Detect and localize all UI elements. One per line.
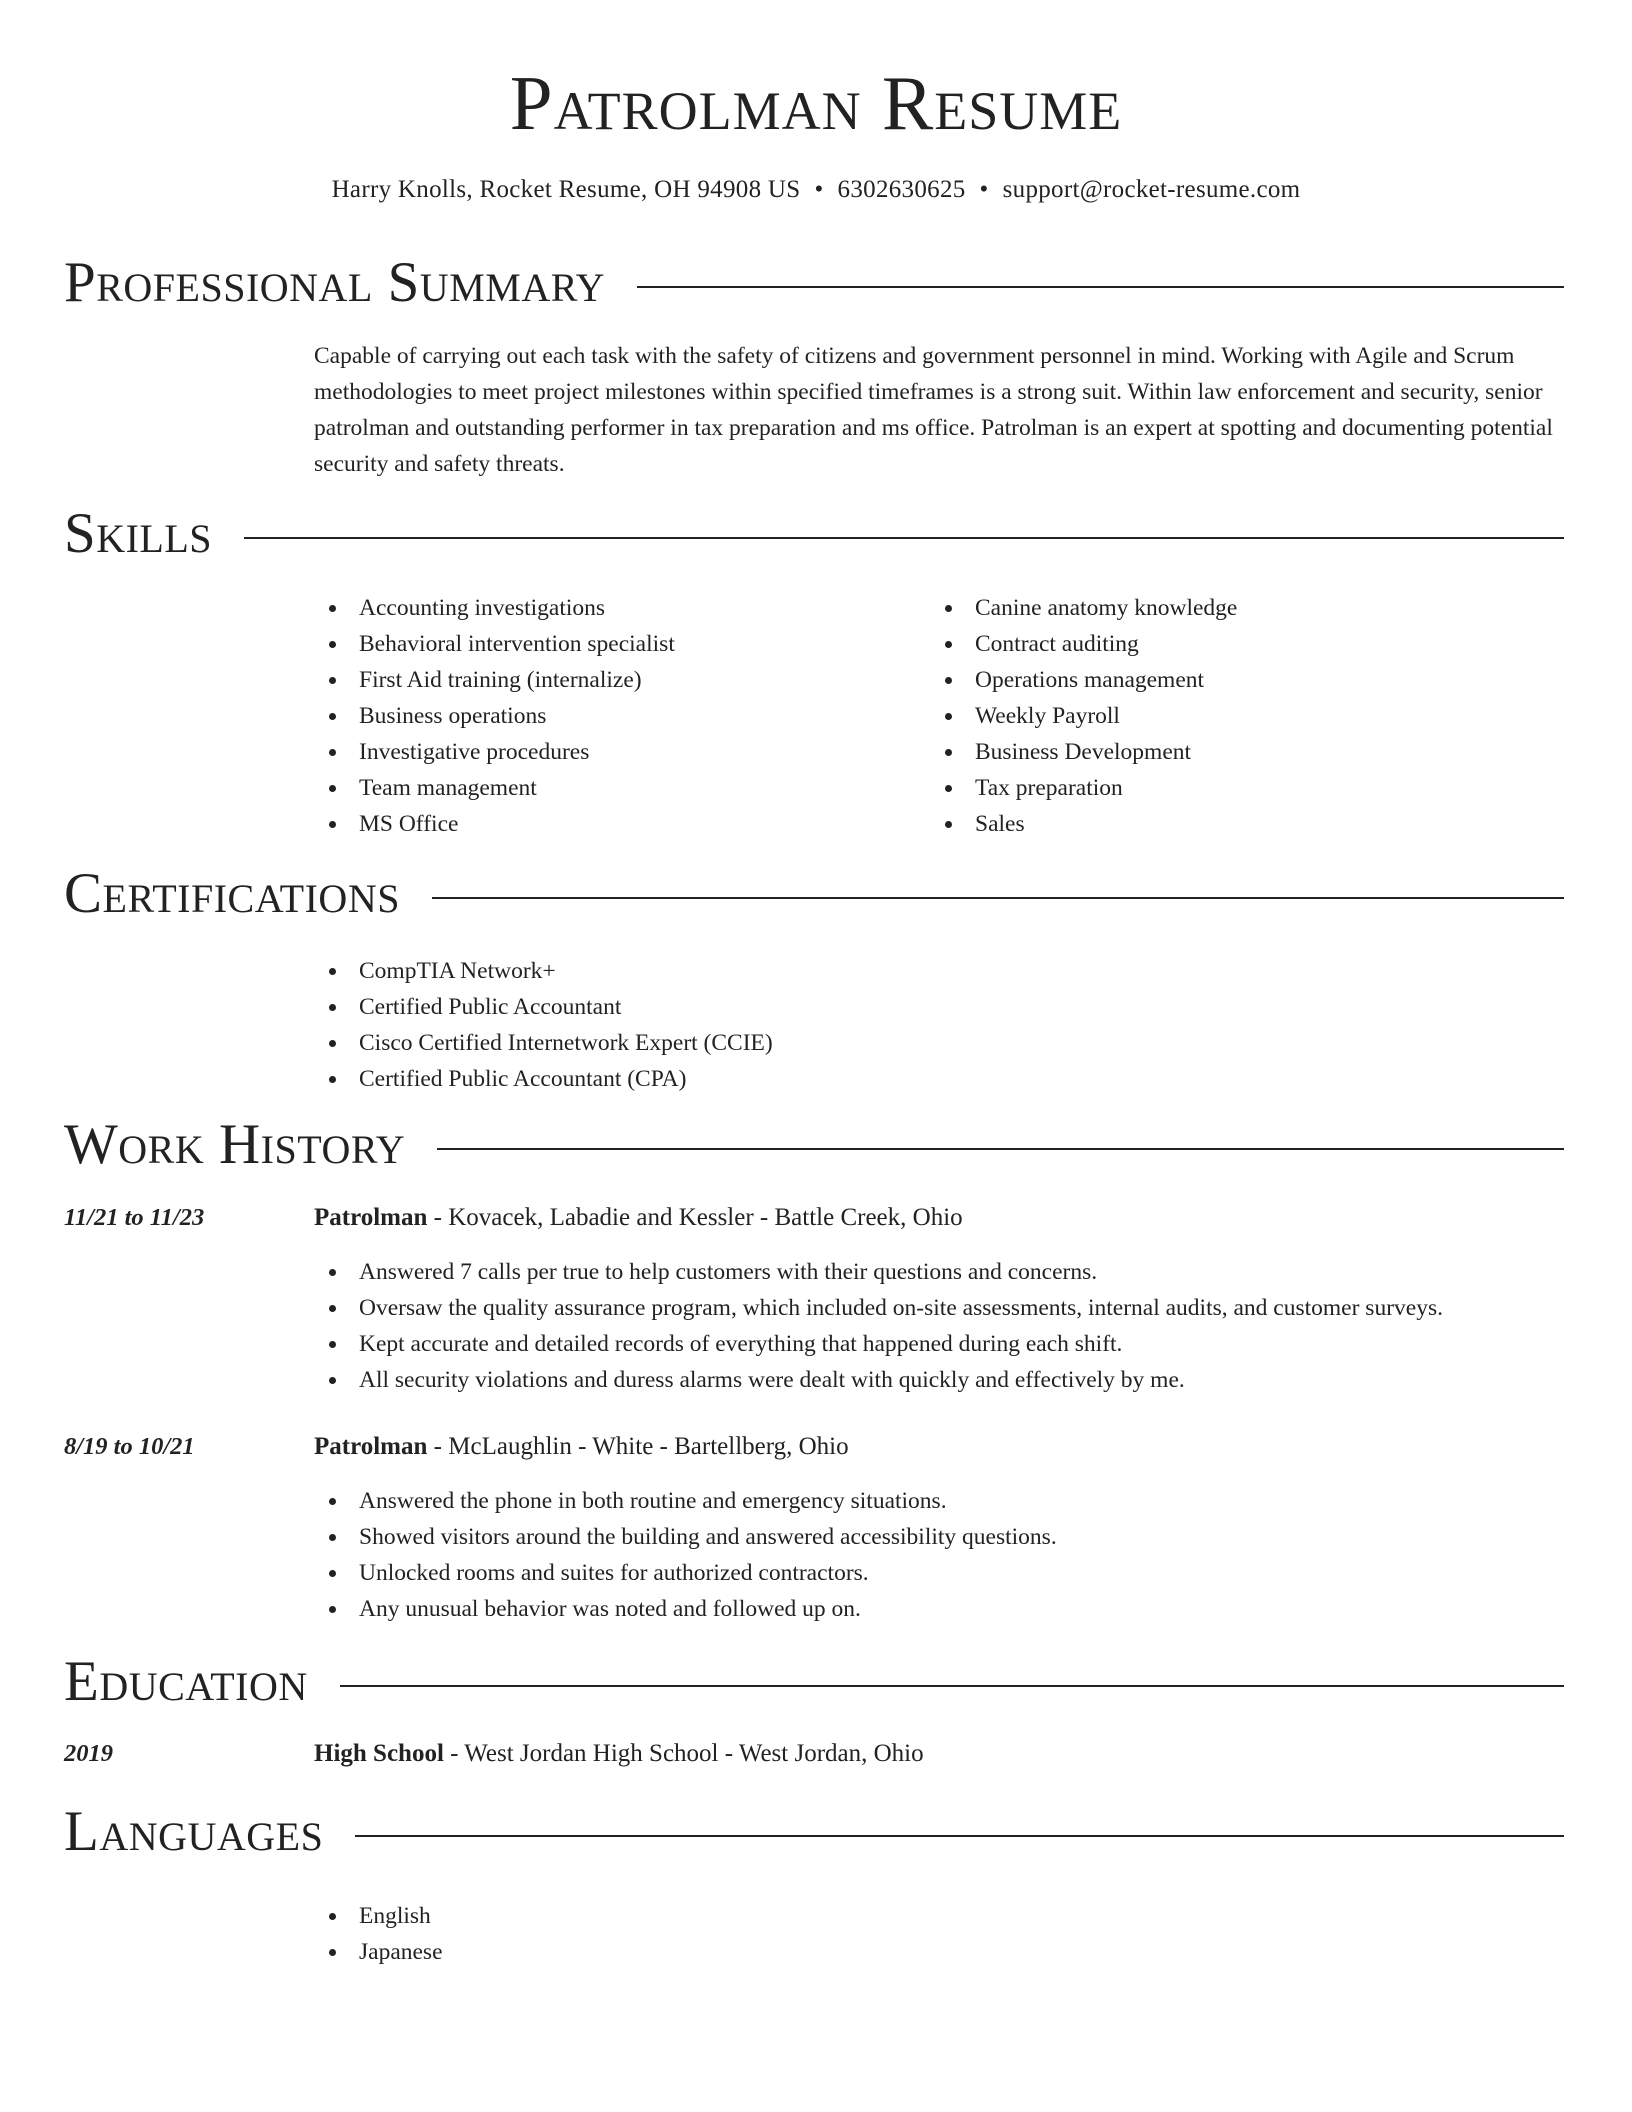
education-degree: High School: [314, 1740, 444, 1767]
page-title: Patrolman Resume: [509, 60, 1123, 146]
skill-item: Business operations: [314, 698, 675, 734]
summary-section-header: [64, 251, 1564, 315]
job-duty-item: Oversaw the quality assurance program, which included on-site assessments, internal audits, and customer surveys.: [314, 1290, 1443, 1326]
section-divider: [637, 286, 1564, 288]
certifications-heading: Certifications: [64, 862, 400, 925]
education-heading: Education: [64, 1650, 308, 1713]
skill-item: Accounting investigations: [314, 590, 675, 626]
certification-item: Certified Public Accountant: [314, 989, 773, 1025]
certifications-list: [314, 953, 773, 1097]
job-duty-item: Answered the phone in both routine and emergency situations.: [314, 1483, 1057, 1519]
contact-email: support@rocket-resume.com: [1002, 176, 1301, 203]
skill-item: Sales: [930, 806, 1237, 842]
skill-item: Canine anatomy knowledge: [930, 590, 1237, 626]
skill-item: Team management: [314, 770, 675, 806]
skill-item: Operations management: [930, 662, 1237, 698]
skill-item: MS Office: [314, 806, 675, 842]
skill-item: Business Development: [930, 734, 1237, 770]
contact-separator: •: [814, 176, 824, 203]
skills-list-left: [314, 590, 675, 842]
job-duties-list: [314, 1483, 1057, 1627]
languages-list: [314, 1898, 443, 1970]
job-duty-item: Unlocked rooms and suites for authorized contractors.: [314, 1555, 1057, 1591]
contact-address: Harry Knolls, Rocket Resume, OH 94908 US: [331, 176, 801, 203]
languages-heading: Languages: [64, 1800, 324, 1863]
job-title-line: [314, 1429, 849, 1465]
skill-item: Investigative procedures: [314, 734, 675, 770]
job-title-line: [314, 1200, 963, 1236]
summary-text: Capable of carrying out each task with the safety of citizens and government personnel in mind. Working with Agile and Scrum methodologies to meet project milestones within specified timeframes is a strong suit. Within law enforcement and security, senior patrolman and outstanding performer in tax preparation and ms office. Patrolman is an expert at spotting and documenting potential security and safety threats.: [314, 343, 1553, 477]
skills-heading: Skills: [64, 502, 213, 565]
language-item: Japanese: [314, 1934, 443, 1970]
section-divider: [355, 1835, 1564, 1837]
contact-phone: 6302630625: [837, 176, 966, 203]
skills-list-right: [930, 590, 1237, 842]
education-section-header: [64, 1650, 1564, 1714]
languages-section-header: [64, 1800, 1564, 1864]
skill-item: Contract auditing: [930, 626, 1237, 662]
contact-separator: •: [979, 176, 989, 203]
job-role: Patrolman: [314, 1204, 428, 1231]
job-employer: - McLaughlin - White - Bartellberg, Ohio: [427, 1433, 849, 1460]
job-duty-item: Any unusual behavior was noted and followed up on.: [314, 1591, 1057, 1627]
job-role: Patrolman: [314, 1433, 428, 1460]
skill-item: Tax preparation: [930, 770, 1237, 806]
work-history-section-header: [64, 1113, 1564, 1177]
job-duty-item: All security violations and duress alarms were dealt with quickly and effectively by me.: [314, 1362, 1443, 1398]
summary-heading: Professional Summary: [64, 251, 606, 314]
certification-item: CompTIA Network+: [314, 953, 773, 989]
certification-item: Cisco Certified Internetwork Expert (CCIE): [314, 1025, 773, 1061]
work-history-heading: Work History: [64, 1113, 406, 1176]
skill-item: First Aid training (internalize): [314, 662, 675, 698]
education-title-line: [314, 1736, 924, 1772]
section-divider: [340, 1685, 1564, 1687]
skill-item: Weekly Payroll: [930, 698, 1237, 734]
education-year: 2019: [64, 1740, 113, 1767]
job-duties-list: [314, 1254, 1443, 1398]
skill-item: Behavioral intervention specialist: [314, 626, 675, 662]
job-duty-item: Kept accurate and detailed records of everything that happened during each shift.: [314, 1326, 1443, 1362]
job-employer: - Kovacek, Labadie and Kessler - Battle Creek, Ohio: [427, 1204, 963, 1231]
language-item: English: [314, 1898, 443, 1934]
section-divider: [437, 1148, 1564, 1150]
certification-item: Certified Public Accountant (CPA): [314, 1061, 773, 1097]
job-dates: 11/21 to 11/23: [64, 1204, 205, 1231]
section-divider: [432, 897, 1564, 899]
job-duty-item: Answered 7 calls per true to help customers with their questions and concerns.: [314, 1254, 1443, 1290]
job-duty-item: Showed visitors around the building and answered accessibility questions.: [314, 1519, 1057, 1555]
section-divider: [244, 537, 1564, 539]
skills-section-header: [64, 502, 1564, 566]
education-school: - West Jordan High School - West Jordan, Ohio: [443, 1740, 924, 1767]
certifications-section-header: [64, 862, 1564, 926]
contact-line: [0, 172, 1632, 208]
job-dates: 8/19 to 10/21: [64, 1433, 195, 1460]
